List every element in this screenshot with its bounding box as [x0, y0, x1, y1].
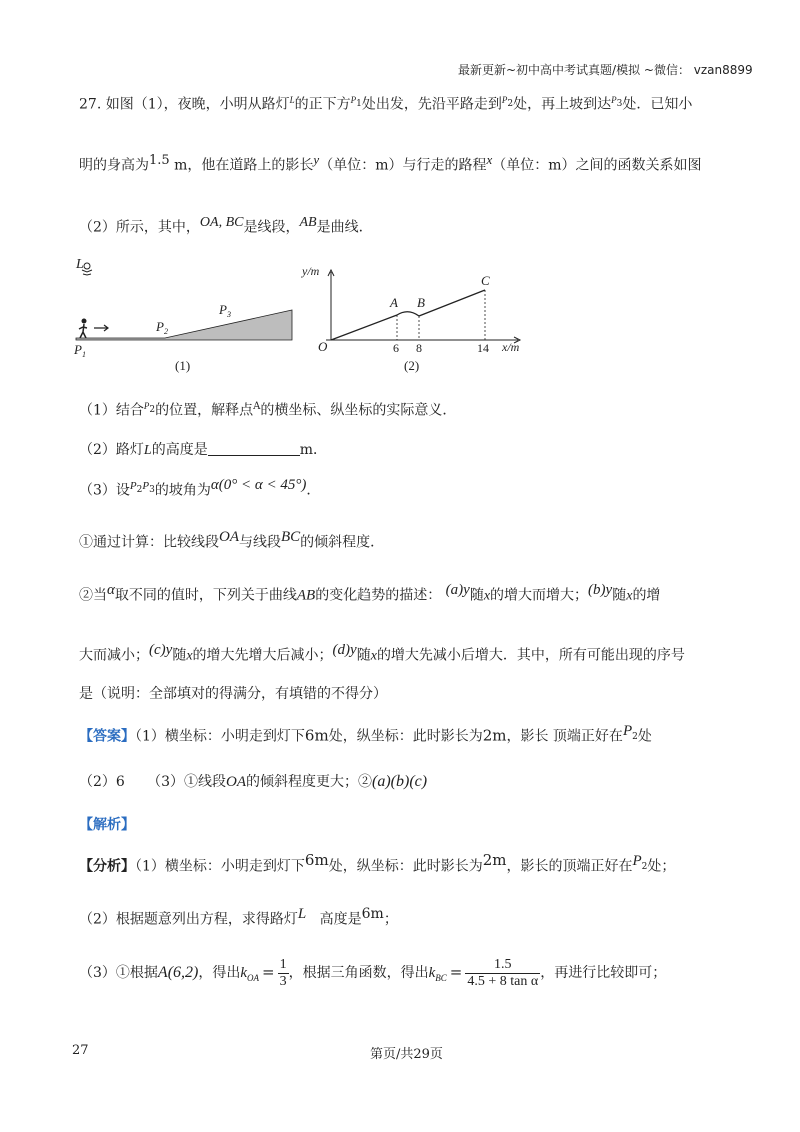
curve-ab [397, 312, 419, 316]
angle-alpha: α [107, 582, 115, 598]
slope-k: k [240, 965, 248, 981]
answer-text: （2）6 [79, 774, 125, 790]
slope-sub-oa: OA [247, 973, 260, 983]
equals-sign: = [262, 963, 275, 981]
p1-label: P [74, 342, 82, 357]
sub-question-2-cont [79, 640, 685, 667]
question-3 [79, 475, 320, 501]
angle-range: α(0° < α < 45°) [210, 477, 307, 493]
svg-text:P1 [73, 342, 86, 359]
p2-label: P [156, 319, 164, 334]
sub-question-1 [79, 527, 384, 553]
subscript: 2 [641, 862, 648, 872]
problem-text: 是线段， [243, 219, 300, 236]
x-axis [326, 337, 520, 343]
answer-blank[interactable] [208, 441, 300, 456]
point-p2: P [622, 723, 633, 739]
answer-text: 处，纵坐标：此时影长为 [328, 728, 483, 745]
svg-text:P2 [155, 319, 168, 336]
var-x: x [626, 588, 633, 604]
analysis-text: ，再进行比较即可； [540, 965, 667, 981]
x-tick-14: 14 [477, 341, 489, 355]
analysis-text: ，得出 [198, 965, 241, 981]
question-text: 的坡角为 [154, 482, 211, 499]
question-text: 的位置，解释点 [155, 402, 254, 419]
problem-text: 处出发，先沿平路走到 [361, 96, 502, 113]
point-p2: P [143, 401, 150, 411]
question-text: （3）设 [79, 482, 130, 499]
analysis-label [79, 815, 135, 835]
question-text: 随 [172, 647, 187, 664]
question-text: （1）结合 [79, 402, 144, 419]
analysis-line-1 [79, 850, 675, 877]
subscript: 1 [356, 98, 362, 109]
segment-oa [331, 315, 397, 340]
segment-bc: BC [281, 529, 301, 545]
answer-value: 6m [304, 726, 329, 745]
var-x: x [483, 588, 491, 604]
lamp-symbol: L [289, 95, 295, 105]
analysis-line-3 [79, 952, 666, 998]
point-a: A [253, 401, 261, 412]
question-text: 的增大而增大； [490, 587, 589, 604]
analysis-label-text: 【解析】 [79, 817, 135, 833]
problem-line-2 [79, 150, 702, 176]
question-text: 的变化趋势的描述： [315, 587, 442, 604]
var-x: x [486, 152, 493, 167]
point-p3: P [611, 95, 617, 105]
answer-text: 处 [637, 728, 652, 745]
slope-sub-bc: BC [435, 973, 447, 983]
question-text: 的高度是 [151, 442, 208, 458]
problem-text: 是曲线． [316, 219, 373, 236]
problem-text: 27. 如图（1），夜晚，小明从路灯 [79, 96, 290, 113]
point-p2: P [501, 95, 508, 105]
subscript: 2 [136, 485, 143, 496]
sub-question-2-note: 是（说明：全部填对的得满分，有填错的不得分） [79, 686, 387, 702]
analysis-text: ，根据三角函数，得出 [288, 965, 429, 981]
analysis-text: （2）根据题意列出方程，求得路灯 [79, 911, 298, 928]
answer-text: （1）横坐标：小明走到灯下 [135, 728, 305, 745]
point-p2: P [129, 480, 137, 492]
figure-1 [70, 250, 310, 380]
point-a-coords: A(6,2) [157, 964, 199, 981]
answer-value: 2m [482, 726, 507, 745]
analysis-text: （3）①根据 [79, 965, 158, 981]
problem-text: 处．已知小 [622, 96, 693, 113]
answer-line-2 [79, 772, 427, 792]
problem-text: （单位：m）与行走的路程 [319, 157, 487, 174]
x-axis-label: x/m [502, 340, 520, 354]
question-1 [79, 396, 456, 421]
analysis-text: （1）横坐标：小明走到灯下 [135, 858, 305, 875]
analysis-sub-label: 【分析】 [79, 858, 135, 875]
problem-text: 处，再上坡到达 [513, 96, 612, 113]
problem-text: （单位：m）之间的函数关系如图 [492, 157, 702, 174]
numerator: 1 [279, 956, 287, 972]
subscript: 3 [616, 98, 623, 109]
problem-text: m，他在道路上的影长 [174, 157, 314, 174]
question-text: m． [299, 442, 327, 458]
var-x: x [186, 648, 193, 664]
problem-line-1 [79, 90, 692, 115]
origin-label: O [318, 339, 328, 354]
var-y: y [313, 152, 320, 167]
option-b: (b) [588, 582, 606, 598]
segment-oa: OA [226, 774, 247, 790]
var-y: y [350, 642, 357, 658]
point-a-label: A [390, 295, 398, 310]
analysis-text: ； [383, 911, 398, 928]
answer-text: （3）①线段 [147, 774, 227, 790]
denominator: 4.5 + 8 tan α [467, 973, 539, 989]
height-value: 1.5 [149, 153, 170, 168]
curve-ab: AB [296, 587, 316, 604]
y-axis [328, 270, 334, 340]
answer-label: 【答案】 [79, 728, 135, 745]
question-text: 随 [469, 587, 484, 604]
question-text: 的增大先增大后减小； [192, 647, 333, 664]
y-axis-label: y/m [302, 264, 320, 278]
slope-k: k [428, 965, 436, 981]
var-x: x [370, 648, 377, 664]
p3-label: P [219, 302, 227, 317]
analysis-text: 处，纵坐标：此时影长为 [328, 858, 483, 875]
question-text: ①通过计算：比较线段 [79, 534, 219, 551]
question-text: 的横坐标、纵坐标的实际意义． [260, 402, 457, 419]
subscript: 2 [632, 732, 638, 742]
curve-ab: AB [299, 215, 317, 230]
footer-page-number: 27 [72, 1043, 89, 1058]
question-text: 取不同的值时，下列关于曲线 [114, 587, 297, 604]
answer-text: 的倾斜程度更大；② [246, 774, 373, 790]
analysis-text: 处； [647, 858, 676, 875]
header-watermark: 最新更新~初中高中考试真题/模拟 ~微信： vzan8899 [458, 63, 753, 77]
question-text: 大而减小； [79, 647, 149, 664]
walker-icon [79, 319, 87, 339]
var-y: y [165, 642, 173, 658]
answer-options: (a)(b)(c) [372, 773, 428, 790]
option-d: (d) [332, 642, 351, 658]
p3-sub: 3 [226, 310, 231, 319]
analysis-value: 2m [482, 851, 507, 869]
svg-text:P3 [218, 302, 231, 319]
question-text: （2）路灯 [79, 442, 144, 458]
segment-oa: OA [219, 529, 239, 545]
road-shape [76, 310, 292, 340]
analysis-text: ，影长的顶端正好在 [506, 858, 633, 875]
option-c: (c) [149, 642, 166, 658]
option-a: (a) [445, 582, 464, 598]
point-p3: P [142, 480, 150, 492]
problem-line-3 [79, 213, 373, 238]
segment-bc [419, 290, 485, 316]
lamp-symbol: L [297, 906, 307, 922]
analysis-text: 高度是 [319, 911, 362, 928]
fraction-kbc [465, 957, 540, 990]
question-text: 的倾斜程度． [300, 534, 385, 551]
point-b-label: B [417, 295, 425, 310]
denominator: 3 [279, 973, 287, 989]
analysis-value: 6m [304, 851, 329, 869]
question-text: 的增 [632, 587, 661, 604]
problem-text: （2）所示，其中， [79, 219, 200, 236]
sub-question-2 [79, 580, 660, 607]
x-tick-6: 6 [393, 341, 399, 355]
analysis-value: 6m [361, 906, 384, 922]
var-y: y [463, 582, 470, 598]
numerator: 1.5 [465, 957, 540, 974]
question-text: 随 [612, 587, 627, 604]
problem-text: 明的身高为 [79, 157, 149, 174]
analysis-line-2 [79, 904, 398, 930]
answer-text: ，影长 顶端正好在 [506, 728, 623, 745]
x-tick-8: 8 [416, 341, 422, 355]
answer-line-1 [79, 720, 652, 747]
fraction-one-third [278, 957, 289, 990]
figure-2-graph [296, 250, 536, 380]
question-text: 与线段 [239, 534, 281, 551]
subscript: 2 [149, 404, 156, 415]
question-text: 的增大先减小后增大．其中，所有可能出现的序号 [376, 647, 685, 664]
question-text: ②当 [79, 587, 107, 604]
lamp-symbol: L [143, 443, 152, 458]
arrow-icon [94, 325, 108, 331]
question-text: 随 [356, 647, 371, 664]
question-text: ． [306, 482, 321, 499]
point-p1: P [350, 95, 357, 105]
equals-sign: = [449, 963, 463, 981]
figure-1-caption: (1) [175, 358, 191, 373]
p1-sub: 1 [81, 350, 86, 359]
var-y: y [605, 582, 613, 598]
segments-oa-bc: OA, BC [199, 215, 244, 230]
p2-sub: 2 [163, 327, 168, 336]
point-c-label: C [481, 273, 490, 288]
problem-text: 的正下方 [294, 96, 351, 113]
subscript: 2 [507, 98, 514, 109]
question-2 [79, 440, 327, 461]
footer-page-text: 第页/共29页 [370, 1047, 443, 1062]
point-p2: P [632, 853, 642, 869]
figure-2-caption: (2) [404, 358, 420, 373]
subscript: 3 [149, 485, 155, 496]
lamp-label: L [76, 257, 84, 272]
